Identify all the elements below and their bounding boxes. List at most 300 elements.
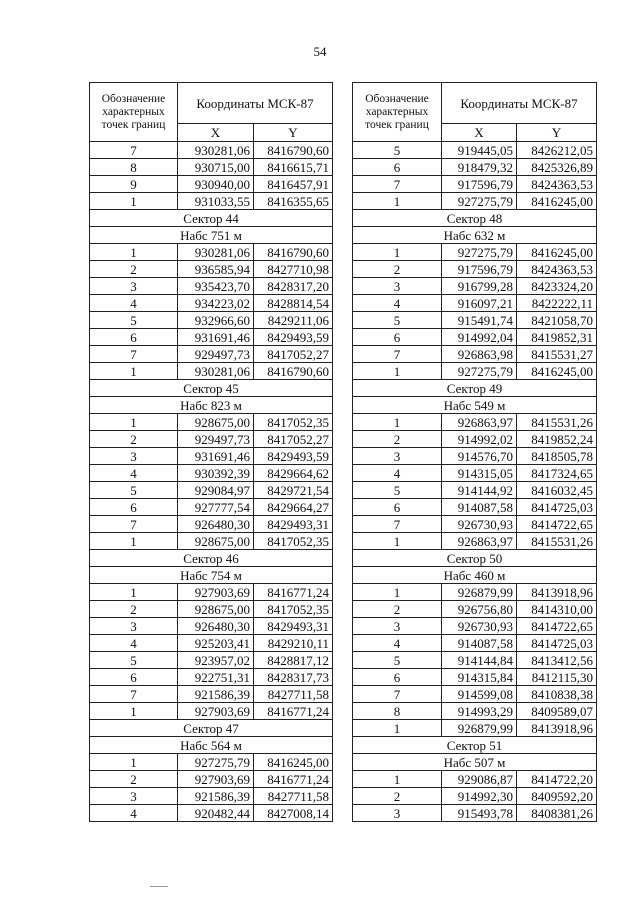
point-number: 6 (353, 329, 442, 346)
y-value: 8414722,65 (517, 516, 597, 533)
x-value: 928675,00 (178, 601, 254, 618)
table-row (90, 414, 333, 431)
section-label: Набс 460 м (353, 567, 597, 584)
x-value: 927777,54 (178, 499, 254, 516)
point-number: 4 (90, 465, 178, 482)
y-value: 8416790,60 (254, 244, 333, 261)
section-label: Сектор 48 (353, 210, 597, 227)
table-row (90, 159, 333, 176)
table-row (353, 703, 597, 720)
x-value: 929086,87 (442, 771, 517, 788)
coordinates-table-right (352, 82, 597, 822)
y-value: 8419852,31 (517, 329, 597, 346)
header-points: Обозначение характерных точек границ (353, 83, 442, 142)
point-number: 4 (90, 805, 178, 822)
table-body-left (90, 142, 333, 822)
point-number: 1 (90, 533, 178, 550)
table-row (90, 805, 333, 822)
table-row (90, 754, 333, 771)
y-value: 8426212,05 (517, 142, 597, 159)
header-y: Y (517, 124, 597, 142)
x-value: 930281,06 (178, 142, 254, 159)
section-label: Сектор 50 (353, 550, 597, 567)
x-value: 927903,69 (178, 584, 254, 601)
header-x: X (442, 124, 517, 142)
y-value: 8421058,70 (517, 312, 597, 329)
y-value: 8417052,35 (254, 414, 333, 431)
y-value: 8414310,00 (517, 601, 597, 618)
y-value: 8410838,38 (517, 686, 597, 703)
x-value: 920482,44 (178, 805, 254, 822)
table-row (353, 346, 597, 363)
point-number: 7 (353, 516, 442, 533)
y-value: 8428317,20 (254, 278, 333, 295)
table-row (353, 414, 597, 431)
x-value: 930940,00 (178, 176, 254, 193)
point-number: 8 (353, 703, 442, 720)
point-number: 7 (353, 346, 442, 363)
point-number: 6 (353, 669, 442, 686)
table-row (353, 176, 597, 193)
x-value: 915491,74 (442, 312, 517, 329)
y-value: 8418505,78 (517, 448, 597, 465)
point-number: 8 (90, 159, 178, 176)
section-label: Сектор 51 (353, 737, 597, 754)
section-row (90, 397, 333, 414)
x-value: 926730,93 (442, 618, 517, 635)
x-value: 914087,58 (442, 635, 517, 652)
y-value: 8412115,30 (517, 669, 597, 686)
y-value: 8428817,12 (254, 652, 333, 669)
y-value: 8417052,35 (254, 601, 333, 618)
table-row (90, 363, 333, 380)
x-value: 916799,28 (442, 278, 517, 295)
y-value: 8416771,24 (254, 584, 333, 601)
point-number: 3 (353, 618, 442, 635)
y-value: 8427008,14 (254, 805, 333, 822)
point-number: 1 (90, 363, 178, 380)
point-number: 7 (90, 516, 178, 533)
y-value: 8416615,71 (254, 159, 333, 176)
x-value: 928675,00 (178, 414, 254, 431)
table-row (90, 652, 333, 669)
x-value: 914144,84 (442, 652, 517, 669)
page-number: 54 (313, 44, 327, 59)
point-number: 2 (90, 431, 178, 448)
y-value: 8429493,31 (254, 618, 333, 635)
point-number: 6 (90, 499, 178, 516)
x-value: 926756,80 (442, 601, 517, 618)
table-row (353, 652, 597, 669)
y-value: 8429493,59 (254, 448, 333, 465)
table-row (353, 720, 597, 737)
y-value: 8429493,31 (254, 516, 333, 533)
table-row (90, 193, 333, 210)
point-number: 1 (353, 414, 442, 431)
section-row (353, 550, 597, 567)
section-row (353, 737, 597, 754)
point-number: 7 (90, 686, 178, 703)
point-number: 1 (90, 584, 178, 601)
footer-mark (150, 886, 168, 887)
point-number: 2 (353, 601, 442, 618)
point-number: 3 (90, 618, 178, 635)
y-value: 8429211,06 (254, 312, 333, 329)
x-value: 914993,29 (442, 703, 517, 720)
section-row (90, 380, 333, 397)
section-label: Набс 507 м (353, 754, 597, 771)
table-row (353, 686, 597, 703)
x-value: 931033,55 (178, 193, 254, 210)
y-value: 8427710,98 (254, 261, 333, 278)
section-label: Набс 754 м (90, 567, 333, 584)
y-value: 8415531,26 (517, 533, 597, 550)
point-number: 5 (90, 482, 178, 499)
table-row (90, 686, 333, 703)
y-value: 8409592,20 (517, 788, 597, 805)
point-number: 2 (353, 788, 442, 805)
y-value: 8413412,56 (517, 652, 597, 669)
table-row (353, 584, 597, 601)
y-value: 8416245,00 (517, 244, 597, 261)
header-points: Обозначение характерных точек границ (90, 83, 178, 142)
table-row (90, 601, 333, 618)
point-number: 7 (90, 346, 178, 363)
x-value: 926879,99 (442, 720, 517, 737)
point-number: 3 (353, 278, 442, 295)
x-value: 927275,79 (442, 363, 517, 380)
point-number: 3 (90, 448, 178, 465)
x-value: 917596,79 (442, 176, 517, 193)
table-row (90, 431, 333, 448)
table-row (353, 329, 597, 346)
x-value: 914315,05 (442, 465, 517, 482)
y-value: 8416790,60 (254, 142, 333, 159)
header-y: Y (254, 124, 333, 142)
y-value: 8429493,59 (254, 329, 333, 346)
y-value: 8409589,07 (517, 703, 597, 720)
x-value: 928675,00 (178, 533, 254, 550)
table-row (353, 499, 597, 516)
table-row (90, 448, 333, 465)
point-number: 5 (353, 142, 442, 159)
x-value: 930281,06 (178, 244, 254, 261)
x-value: 927903,69 (178, 771, 254, 788)
x-value: 926480,30 (178, 618, 254, 635)
section-row (90, 567, 333, 584)
x-value: 929497,73 (178, 346, 254, 363)
table-body-right (353, 142, 597, 822)
y-value: 8427711,58 (254, 686, 333, 703)
x-value: 917596,79 (442, 261, 517, 278)
table-row (90, 584, 333, 601)
y-value: 8423324,20 (517, 278, 597, 295)
section-label: Сектор 47 (90, 720, 333, 737)
y-value: 8428814,54 (254, 295, 333, 312)
y-value: 8415531,27 (517, 346, 597, 363)
point-number: 4 (353, 295, 442, 312)
x-value: 927275,79 (442, 244, 517, 261)
point-number: 1 (90, 414, 178, 431)
point-number: 1 (353, 193, 442, 210)
point-number: 1 (353, 771, 442, 788)
x-value: 927275,79 (442, 193, 517, 210)
point-number: 3 (353, 805, 442, 822)
y-value: 8416245,00 (517, 363, 597, 380)
table-row (353, 516, 597, 533)
x-value: 934223,02 (178, 295, 254, 312)
y-value: 8414722,65 (517, 618, 597, 635)
table-row (353, 142, 597, 159)
table-row (353, 788, 597, 805)
point-number: 6 (353, 499, 442, 516)
table-row (353, 244, 597, 261)
x-value: 931691,46 (178, 329, 254, 346)
section-row (353, 380, 597, 397)
section-label: Набс 632 м (353, 227, 597, 244)
table-row (353, 465, 597, 482)
point-number: 5 (353, 482, 442, 499)
table-row (90, 142, 333, 159)
y-value: 8414722,20 (517, 771, 597, 788)
table-row (353, 295, 597, 312)
y-value: 8408381,26 (517, 805, 597, 822)
section-row (90, 720, 333, 737)
section-row (353, 754, 597, 771)
x-value: 929084,97 (178, 482, 254, 499)
table-row (90, 295, 333, 312)
section-label: Сектор 44 (90, 210, 333, 227)
point-number: 1 (90, 244, 178, 261)
x-value: 915493,78 (442, 805, 517, 822)
table-row (353, 805, 597, 822)
point-number: 1 (353, 533, 442, 550)
y-value: 8416771,24 (254, 703, 333, 720)
table-row (90, 771, 333, 788)
y-value: 8416457,91 (254, 176, 333, 193)
point-number: 5 (353, 652, 442, 669)
x-value: 922751,31 (178, 669, 254, 686)
y-value: 8427711,58 (254, 788, 333, 805)
x-value: 926480,30 (178, 516, 254, 533)
y-value: 8419852,24 (517, 431, 597, 448)
x-value: 931691,46 (178, 448, 254, 465)
table-row (90, 261, 333, 278)
header-x: X (178, 124, 254, 142)
point-number: 1 (353, 244, 442, 261)
y-value: 8417052,27 (254, 346, 333, 363)
section-row (90, 227, 333, 244)
table-row (90, 533, 333, 550)
point-number: 4 (90, 295, 178, 312)
table-row (90, 669, 333, 686)
section-label: Набс 823 м (90, 397, 333, 414)
y-value: 8422222,11 (517, 295, 597, 312)
x-value: 923957,02 (178, 652, 254, 669)
point-number: 2 (90, 261, 178, 278)
header-coordinate-system: Координаты МСК-87 (442, 83, 597, 124)
point-number: 2 (353, 261, 442, 278)
point-number: 1 (353, 363, 442, 380)
section-row (353, 397, 597, 414)
section-label: Сектор 49 (353, 380, 597, 397)
x-value: 914992,02 (442, 431, 517, 448)
y-value: 8416790,60 (254, 363, 333, 380)
x-value: 927903,69 (178, 703, 254, 720)
y-value: 8416245,00 (254, 754, 333, 771)
y-value: 8429721,54 (254, 482, 333, 499)
point-number: 5 (90, 312, 178, 329)
table-row (90, 176, 333, 193)
x-value: 914992,30 (442, 788, 517, 805)
x-value: 930715,00 (178, 159, 254, 176)
table-row (90, 329, 333, 346)
table-row (90, 465, 333, 482)
x-value: 927275,79 (178, 754, 254, 771)
table-row (90, 516, 333, 533)
table-row (90, 482, 333, 499)
table-row (353, 601, 597, 618)
y-value: 8424363,53 (517, 176, 597, 193)
point-number: 2 (90, 771, 178, 788)
section-row (90, 210, 333, 227)
table-row (353, 431, 597, 448)
x-value: 921586,39 (178, 686, 254, 703)
point-number: 4 (353, 635, 442, 652)
point-number: 1 (353, 584, 442, 601)
table-row (90, 312, 333, 329)
header-coordinate-system: Координаты МСК-87 (178, 83, 333, 124)
point-number: 1 (90, 193, 178, 210)
section-row (90, 737, 333, 754)
section-label: Набс 564 м (90, 737, 333, 754)
y-value: 8417324,65 (517, 465, 597, 482)
table-row (353, 771, 597, 788)
point-number: 3 (353, 448, 442, 465)
table-row (353, 312, 597, 329)
point-number: 5 (353, 312, 442, 329)
x-value: 919445,05 (442, 142, 517, 159)
table-row (90, 244, 333, 261)
point-number: 7 (353, 176, 442, 193)
table-row (353, 533, 597, 550)
point-number: 7 (90, 142, 178, 159)
x-value: 930281,06 (178, 363, 254, 380)
x-value: 914599,08 (442, 686, 517, 703)
table-row (353, 482, 597, 499)
table-row (353, 635, 597, 652)
x-value: 914087,58 (442, 499, 517, 516)
table-row (353, 363, 597, 380)
point-number: 4 (353, 465, 442, 482)
point-number: 6 (90, 669, 178, 686)
point-number: 6 (90, 329, 178, 346)
x-value: 914315,84 (442, 669, 517, 686)
y-value: 8414725,03 (517, 499, 597, 516)
table-row (90, 635, 333, 652)
y-value: 8429664,62 (254, 465, 333, 482)
x-value: 929497,73 (178, 431, 254, 448)
x-value: 925203,41 (178, 635, 254, 652)
x-value: 932966,60 (178, 312, 254, 329)
table-row (90, 278, 333, 295)
table-row (90, 703, 333, 720)
x-value: 926863,98 (442, 346, 517, 363)
point-number: 1 (353, 720, 442, 737)
y-value: 8416032,45 (517, 482, 597, 499)
y-value: 8413918,96 (517, 720, 597, 737)
point-number: 1 (90, 703, 178, 720)
point-number: 2 (353, 431, 442, 448)
point-number: 2 (90, 601, 178, 618)
table-row (90, 346, 333, 363)
section-row (353, 567, 597, 584)
table-row (353, 159, 597, 176)
x-value: 914576,70 (442, 448, 517, 465)
x-value: 930392,39 (178, 465, 254, 482)
section-label: Набс 549 м (353, 397, 597, 414)
y-value: 8417052,27 (254, 431, 333, 448)
point-number: 3 (90, 788, 178, 805)
section-row (353, 227, 597, 244)
x-value: 926863,97 (442, 414, 517, 431)
y-value: 8415531,26 (517, 414, 597, 431)
x-value: 926879,99 (442, 584, 517, 601)
section-label: Сектор 46 (90, 550, 333, 567)
section-row (90, 550, 333, 567)
table-row (353, 448, 597, 465)
y-value: 8416355,65 (254, 193, 333, 210)
table-row (353, 261, 597, 278)
table-row (90, 499, 333, 516)
x-value: 935423,70 (178, 278, 254, 295)
table-row (353, 278, 597, 295)
point-number: 9 (90, 176, 178, 193)
x-value: 918479,32 (442, 159, 517, 176)
y-value: 8424363,53 (517, 261, 597, 278)
x-value: 916097,21 (442, 295, 517, 312)
section-label: Сектор 45 (90, 380, 333, 397)
coordinates-table-left (89, 82, 333, 822)
table-row (353, 618, 597, 635)
x-value: 926863,97 (442, 533, 517, 550)
table-row (90, 618, 333, 635)
y-value: 8416771,24 (254, 771, 333, 788)
y-value: 8428317,73 (254, 669, 333, 686)
point-number: 5 (90, 652, 178, 669)
point-number: 1 (90, 754, 178, 771)
y-value: 8414725,03 (517, 635, 597, 652)
point-number: 7 (353, 686, 442, 703)
point-number: 3 (90, 278, 178, 295)
y-value: 8425326,89 (517, 159, 597, 176)
x-value: 914144,92 (442, 482, 517, 499)
table-row (353, 669, 597, 686)
table-row (353, 193, 597, 210)
x-value: 914992,04 (442, 329, 517, 346)
y-value: 8413918,96 (517, 584, 597, 601)
point-number: 4 (90, 635, 178, 652)
y-value: 8416245,00 (517, 193, 597, 210)
y-value: 8429664,27 (254, 499, 333, 516)
y-value: 8417052,35 (254, 533, 333, 550)
point-number: 6 (353, 159, 442, 176)
x-value: 921586,39 (178, 788, 254, 805)
x-value: 936585,94 (178, 261, 254, 278)
section-row (353, 210, 597, 227)
x-value: 926730,93 (442, 516, 517, 533)
section-label: Набс 751 м (90, 227, 333, 244)
